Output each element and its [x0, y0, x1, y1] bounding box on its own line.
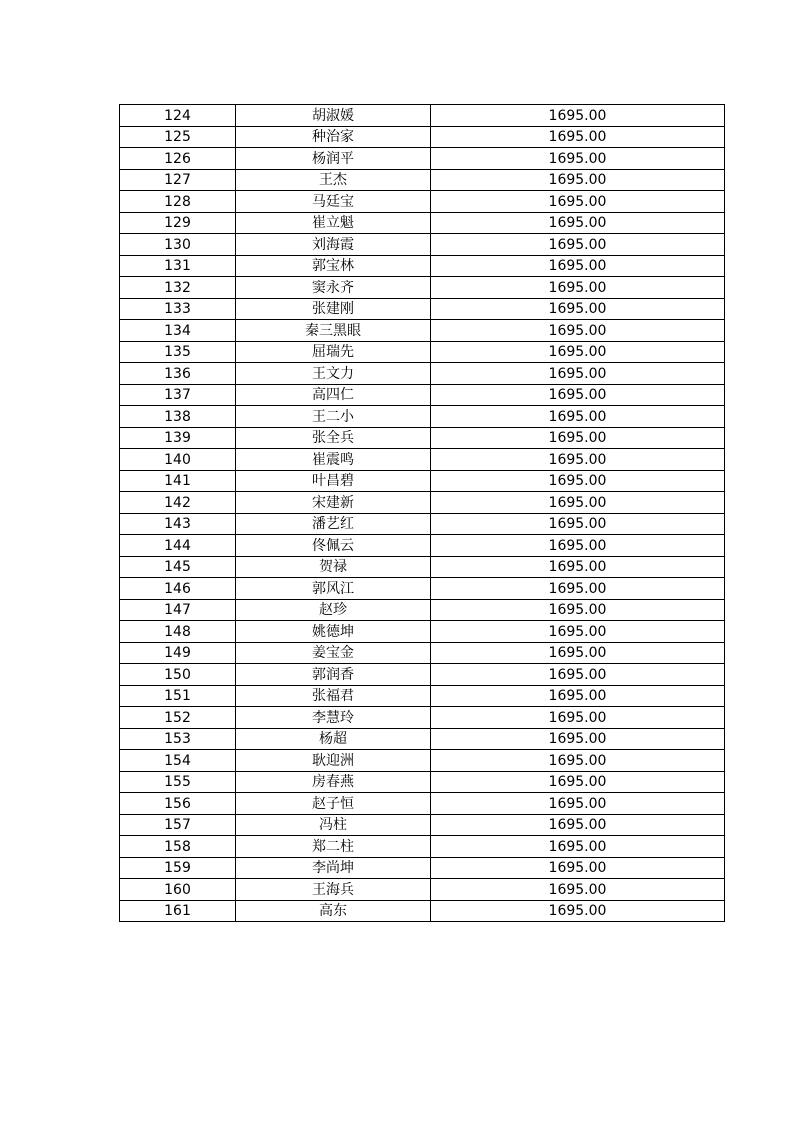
table-row: [120, 449, 725, 471]
name-cell: 王海兵: [236, 879, 431, 901]
table-row: [120, 363, 725, 385]
table-row: [120, 728, 725, 750]
table-row: [120, 212, 725, 234]
table-row: [120, 320, 725, 342]
name-cell: 种治家: [236, 126, 431, 148]
table-row: [120, 126, 725, 148]
row-number-cell: 134: [120, 320, 236, 342]
row-number-cell: 154: [120, 750, 236, 772]
table-row: [120, 879, 725, 901]
name-cell: 佟佩云: [236, 535, 431, 557]
name-cell: 窦永齐: [236, 277, 431, 299]
row-number-cell: 160: [120, 879, 236, 901]
table-row: [120, 169, 725, 191]
table-row: [120, 470, 725, 492]
name-cell: 宋建新: [236, 492, 431, 514]
name-cell: 李尚坤: [236, 857, 431, 879]
table-row: [120, 384, 725, 406]
name-cell: 郭风江: [236, 578, 431, 600]
amount-cell: 1695.00: [431, 470, 725, 492]
amount-cell: 1695.00: [431, 771, 725, 793]
table-row: [120, 148, 725, 170]
amount-cell: 1695.00: [431, 900, 725, 922]
amount-cell: 1695.00: [431, 363, 725, 385]
amount-cell: 1695.00: [431, 621, 725, 643]
amount-cell: 1695.00: [431, 320, 725, 342]
amount-cell: 1695.00: [431, 191, 725, 213]
amount-cell: 1695.00: [431, 255, 725, 277]
table-row: [120, 664, 725, 686]
amount-cell: 1695.00: [431, 234, 725, 256]
table-row: [120, 814, 725, 836]
payment-table-body: [120, 105, 725, 922]
table-row: [120, 599, 725, 621]
row-number-cell: 156: [120, 793, 236, 815]
row-number-cell: 155: [120, 771, 236, 793]
row-number-cell: 137: [120, 384, 236, 406]
name-cell: 李慧玲: [236, 707, 431, 729]
row-number-cell: 132: [120, 277, 236, 299]
table-row: [120, 492, 725, 514]
amount-cell: 1695.00: [431, 298, 725, 320]
row-number-cell: 149: [120, 642, 236, 664]
amount-cell: 1695.00: [431, 406, 725, 428]
row-number-cell: 142: [120, 492, 236, 514]
amount-cell: 1695.00: [431, 513, 725, 535]
amount-cell: 1695.00: [431, 492, 725, 514]
row-number-cell: 161: [120, 900, 236, 922]
row-number-cell: 138: [120, 406, 236, 428]
name-cell: 秦三黑眼: [236, 320, 431, 342]
name-cell: 郑二柱: [236, 836, 431, 858]
table-row: [120, 255, 725, 277]
amount-cell: 1695.00: [431, 556, 725, 578]
name-cell: 郭宝林: [236, 255, 431, 277]
amount-cell: 1695.00: [431, 879, 725, 901]
name-cell: 屈瑞先: [236, 341, 431, 363]
table-row: [120, 535, 725, 557]
name-cell: 杨超: [236, 728, 431, 750]
name-cell: 张建刚: [236, 298, 431, 320]
name-cell: 郭润香: [236, 664, 431, 686]
row-number-cell: 141: [120, 470, 236, 492]
amount-cell: 1695.00: [431, 427, 725, 449]
table-row: [120, 857, 725, 879]
row-number-cell: 140: [120, 449, 236, 471]
table-row: [120, 406, 725, 428]
table-row: [120, 234, 725, 256]
table-row: [120, 793, 725, 815]
row-number-cell: 129: [120, 212, 236, 234]
table-row: [120, 298, 725, 320]
name-cell: 马廷宝: [236, 191, 431, 213]
row-number-cell: 133: [120, 298, 236, 320]
amount-cell: 1695.00: [431, 685, 725, 707]
amount-cell: 1695.00: [431, 836, 725, 858]
amount-cell: 1695.00: [431, 535, 725, 557]
amount-cell: 1695.00: [431, 212, 725, 234]
table-row: [120, 556, 725, 578]
name-cell: 张全兵: [236, 427, 431, 449]
table-row: [120, 836, 725, 858]
row-number-cell: 126: [120, 148, 236, 170]
row-number-cell: 139: [120, 427, 236, 449]
table-row: [120, 621, 725, 643]
table-row: [120, 750, 725, 772]
row-number-cell: 159: [120, 857, 236, 879]
row-number-cell: 135: [120, 341, 236, 363]
table-row: [120, 191, 725, 213]
table-row: [120, 707, 725, 729]
row-number-cell: 151: [120, 685, 236, 707]
name-cell: 王二小: [236, 406, 431, 428]
row-number-cell: 124: [120, 105, 236, 127]
name-cell: 赵子恒: [236, 793, 431, 815]
name-cell: 叶昌碧: [236, 470, 431, 492]
amount-cell: 1695.00: [431, 148, 725, 170]
row-number-cell: 148: [120, 621, 236, 643]
payment-table: [119, 104, 725, 922]
amount-cell: 1695.00: [431, 449, 725, 471]
amount-cell: 1695.00: [431, 384, 725, 406]
name-cell: 胡淑媛: [236, 105, 431, 127]
table-row: [120, 427, 725, 449]
amount-cell: 1695.00: [431, 341, 725, 363]
name-cell: 赵珍: [236, 599, 431, 621]
table-row: [120, 900, 725, 922]
table-row: [120, 105, 725, 127]
row-number-cell: 127: [120, 169, 236, 191]
name-cell: 王文力: [236, 363, 431, 385]
amount-cell: 1695.00: [431, 814, 725, 836]
amount-cell: 1695.00: [431, 599, 725, 621]
name-cell: 姜宝金: [236, 642, 431, 664]
amount-cell: 1695.00: [431, 664, 725, 686]
name-cell: 刘海霞: [236, 234, 431, 256]
name-cell: 王杰: [236, 169, 431, 191]
table-row: [120, 685, 725, 707]
table-row: [120, 578, 725, 600]
name-cell: 冯柱: [236, 814, 431, 836]
name-cell: 姚德坤: [236, 621, 431, 643]
name-cell: 张福君: [236, 685, 431, 707]
name-cell: 高东: [236, 900, 431, 922]
name-cell: 潘艺红: [236, 513, 431, 535]
amount-cell: 1695.00: [431, 169, 725, 191]
name-cell: 房春燕: [236, 771, 431, 793]
amount-cell: 1695.00: [431, 105, 725, 127]
row-number-cell: 153: [120, 728, 236, 750]
row-number-cell: 125: [120, 126, 236, 148]
row-number-cell: 145: [120, 556, 236, 578]
name-cell: 崔立魁: [236, 212, 431, 234]
row-number-cell: 146: [120, 578, 236, 600]
name-cell: 杨润平: [236, 148, 431, 170]
table-row: [120, 277, 725, 299]
name-cell: 崔震鸣: [236, 449, 431, 471]
row-number-cell: 144: [120, 535, 236, 557]
amount-cell: 1695.00: [431, 728, 725, 750]
amount-cell: 1695.00: [431, 793, 725, 815]
table-row: [120, 771, 725, 793]
table-row: [120, 642, 725, 664]
row-number-cell: 152: [120, 707, 236, 729]
row-number-cell: 150: [120, 664, 236, 686]
name-cell: 高四仁: [236, 384, 431, 406]
name-cell: 贺禄: [236, 556, 431, 578]
amount-cell: 1695.00: [431, 857, 725, 879]
row-number-cell: 130: [120, 234, 236, 256]
table-row: [120, 341, 725, 363]
amount-cell: 1695.00: [431, 578, 725, 600]
row-number-cell: 147: [120, 599, 236, 621]
row-number-cell: 131: [120, 255, 236, 277]
amount-cell: 1695.00: [431, 277, 725, 299]
name-cell: 耿迎洲: [236, 750, 431, 772]
row-number-cell: 128: [120, 191, 236, 213]
table-row: [120, 513, 725, 535]
amount-cell: 1695.00: [431, 707, 725, 729]
amount-cell: 1695.00: [431, 126, 725, 148]
row-number-cell: 143: [120, 513, 236, 535]
amount-cell: 1695.00: [431, 642, 725, 664]
row-number-cell: 158: [120, 836, 236, 858]
row-number-cell: 157: [120, 814, 236, 836]
row-number-cell: 136: [120, 363, 236, 385]
amount-cell: 1695.00: [431, 750, 725, 772]
